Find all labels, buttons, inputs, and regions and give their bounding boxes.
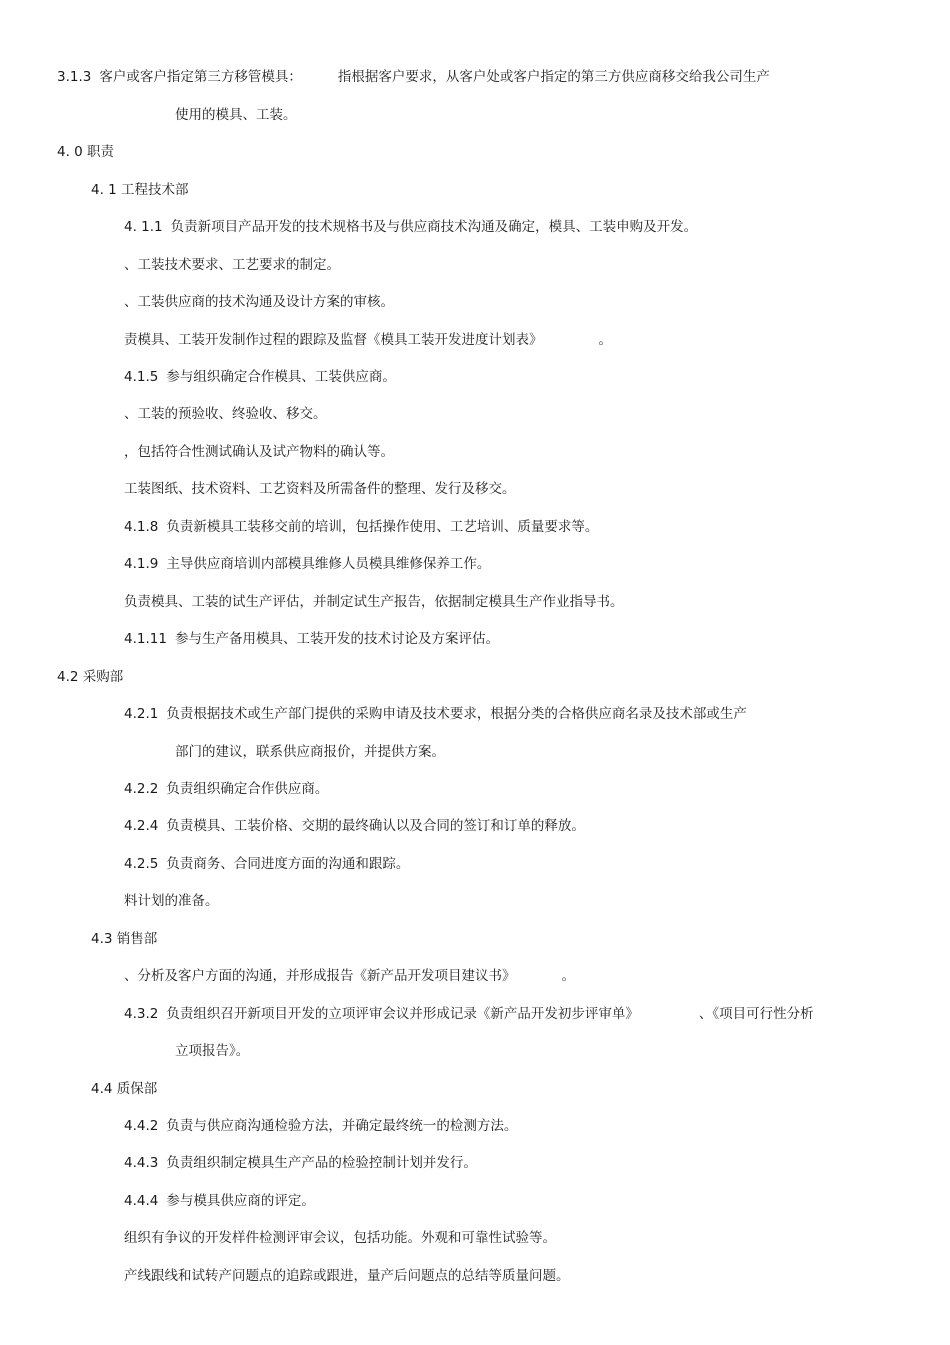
clause-3-1-3-continued	[175, 106, 297, 124]
clause-text: 参与模具供应商的评定。	[166, 1193, 315, 1209]
clause-4-1-5	[124, 368, 396, 386]
section-heading-4-3	[91, 930, 157, 948]
clause-4-3-2-continued	[175, 1042, 249, 1060]
clause-number: 4.2.2	[124, 781, 159, 797]
clause-text: 负责组织确定合作供应商。	[166, 781, 329, 797]
clause-text: 负责与供应商沟通检验方法，并确定最终统一的检测方法。	[166, 1118, 518, 1134]
clause-number: 4.2.5	[124, 856, 159, 872]
clause-text: 工装图纸、技术资料、工艺资料及所需备件的整理、发行及移交。	[124, 481, 516, 497]
clause-text: 部门的建议，联系供应商报价，并提供方案。	[175, 744, 445, 760]
clause-text: 负责组织制定模具生产产品的检验控制计划并发行。	[166, 1155, 477, 1171]
clause-3-1-3	[57, 68, 770, 86]
clause-term: 客户或客户指定第三方移管模具：	[99, 69, 302, 85]
clause-text: 负责模具、工装价格、交期的最终确认以及合同的签订和订单的释放。	[166, 818, 585, 834]
clause-line	[124, 405, 327, 423]
clause-text: 负责商务、合同进度方面的沟通和跟踪。	[166, 856, 410, 872]
clause-number: 4.2.1	[124, 706, 159, 722]
section-title: 4.2 采购部	[57, 669, 124, 685]
clause-line	[124, 593, 624, 611]
clause-number: 4.3.2	[124, 1006, 159, 1022]
clause-text: 、工装的预验收、终验收、移交。	[124, 406, 327, 422]
clause-text: 负责组织召开新项目开发的立项评审会议并形成记录《新产品开发初步评审单》	[166, 1006, 639, 1022]
clause-line	[124, 293, 394, 311]
clause-punctuation: 。	[598, 332, 612, 348]
clause-number: 4.1.9	[124, 556, 159, 572]
section-heading-4-1	[91, 181, 189, 199]
clause-text: 组织有争议的开发样件检测评审会议，包括功能。外观和可靠性试验等。	[124, 1230, 556, 1246]
clause-text: 料计划的准备。	[124, 893, 219, 909]
clause-text: 负责新模具工装移交前的培训，包括操作使用、工艺培训、质量要求等。	[166, 519, 599, 535]
clause-text: 、分析及客户方面的沟通，并形成报告《新产品开发项目建议书》	[124, 968, 516, 984]
clause-4-4-4	[124, 1192, 315, 1210]
section-heading-4-0	[57, 143, 114, 161]
clause-number: 4.2.4	[124, 818, 159, 834]
clause-punctuation: 。	[561, 968, 575, 984]
clause-text-continued: 、《项目可行性分析	[698, 1006, 814, 1022]
clause-4-3-2	[124, 1005, 814, 1023]
clause-definition: 指根据客户要求，从客户处或客户指定的第三方供应商移交给我公司生产	[337, 69, 770, 85]
clause-4-4-2	[124, 1117, 517, 1135]
clause-4-1-8	[124, 518, 598, 536]
clause-4-1-1	[124, 218, 697, 236]
clause-line	[124, 480, 516, 498]
clause-number: 4.4.4	[124, 1193, 159, 1209]
clause-4-1-9	[124, 555, 490, 573]
clause-number: 4.1.11	[124, 631, 167, 647]
clause-text: 参与生产备用模具、工装开发的技术讨论及方案评估。	[174, 631, 499, 647]
clause-text: ，包括符合性测试确认及试产物料的确认等。	[124, 444, 394, 460]
clause-text: 参与组织确定合作模具、工装供应商。	[166, 369, 396, 385]
section-title: 4.3 销售部	[91, 931, 158, 947]
clause-4-2-1-continued	[175, 743, 445, 761]
clause-number: 4.1.5	[124, 369, 159, 385]
clause-line	[124, 1267, 570, 1285]
clause-line	[124, 256, 340, 274]
section-title: 4.4 质保部	[91, 1081, 158, 1097]
clause-4-2-4	[124, 817, 585, 835]
clause-line	[124, 892, 219, 910]
section-heading-4-4	[91, 1080, 157, 1098]
section-title: 4. 0 职责	[57, 144, 115, 160]
clause-text: 责模具、工装开发制作过程的跟踪及监督《模具工装开发进度计划表》	[124, 332, 543, 348]
clause-text: 负责根据技术或生产部门提供的采购申请及技术要求，根据分类的合格供应商名录及技术部或生产	[166, 706, 747, 722]
clause-text: 产线跟线和试转产问题点的追踪或跟进，量产后问题点的总结等质量问题。	[124, 1268, 570, 1284]
clause-text: 立项报告》。	[175, 1043, 250, 1059]
clause-4-2-1	[124, 705, 747, 723]
clause-4-1-11	[124, 630, 499, 648]
clause-number: 4.4.2	[124, 1118, 159, 1134]
clause-text: 、工装技术要求、工艺要求的制定。	[124, 257, 340, 273]
clause-number: 4. 1.1	[124, 219, 163, 235]
clause-text: 负责新项目产品开发的技术规格书及与供应商技术沟通及确定，模具、工装申购及开发。	[170, 219, 698, 235]
clause-text: 使用的模具、工装。	[175, 107, 297, 123]
clause-text: 主导供应商培训内部模具维修人员模具维修保养工作。	[166, 556, 491, 572]
clause-number: 3.1.3	[57, 69, 92, 85]
clause-text: 、工装供应商的技术沟通及设计方案的审核。	[124, 294, 394, 310]
section-heading-4-2	[57, 668, 123, 686]
clause-4-2-5	[124, 855, 409, 873]
clause-4-2-2	[124, 780, 328, 798]
clause-line	[124, 967, 575, 985]
section-title: 4. 1 工程技术部	[91, 182, 189, 198]
clause-4-4-3	[124, 1154, 477, 1172]
clause-line	[124, 331, 612, 349]
clause-number: 4.4.3	[124, 1155, 159, 1171]
clause-line	[124, 443, 394, 461]
clause-line	[124, 1229, 556, 1247]
clause-number: 4.1.8	[124, 519, 159, 535]
clause-text: 负责模具、工装的试生产评估，并制定试生产报告，依据制定模具生产作业指导书。	[124, 594, 624, 610]
